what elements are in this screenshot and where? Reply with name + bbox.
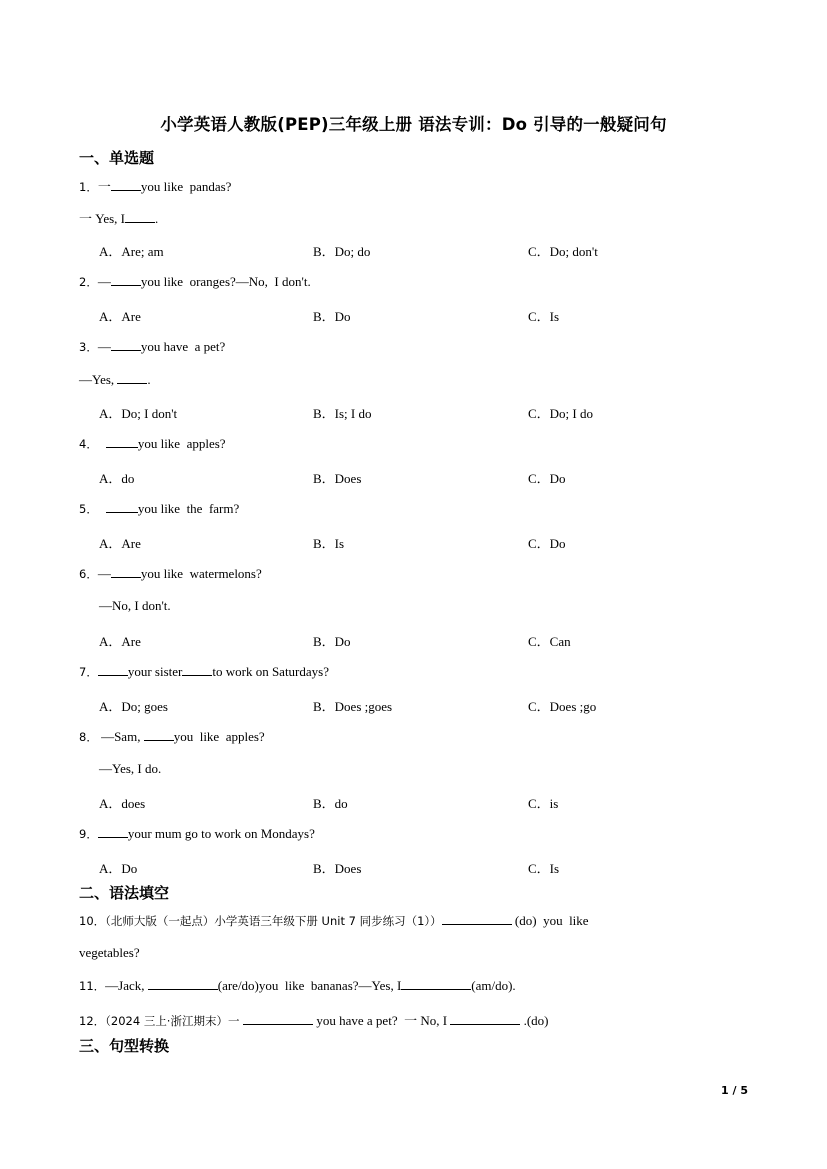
answer-blank[interactable] [111, 565, 141, 578]
question-3-line2: —Yes, . [79, 372, 151, 387]
answer-blank[interactable] [182, 663, 212, 676]
question-7-stem: 7． your sister to work on Saturdays? [79, 664, 329, 679]
q1-option-b[interactable]: B．Do; do [313, 244, 371, 259]
q5-option-c[interactable]: C．Do [528, 536, 566, 551]
q3-option-a[interactable]: A．Do; I don't [99, 406, 178, 421]
question-10-stem: 10．（北师大版（一起点）小学英语三年级下册 Unit 7 同步练习（1）） (do) you like [79, 913, 589, 928]
answer-blank[interactable] [117, 371, 147, 384]
section-heading-sentence-transform: 三、句型转换 [79, 1037, 170, 1055]
q7-option-c[interactable]: C．Does ;go [528, 699, 597, 714]
answer-blank[interactable] [148, 977, 218, 990]
q1-option-a[interactable]: A．Are; am [99, 244, 164, 259]
q3-option-c[interactable]: C．Do; I do [528, 406, 594, 421]
q4-option-b[interactable]: B．Does [313, 471, 362, 486]
question-6-line2: —No, I don't. [99, 598, 171, 613]
answer-blank[interactable] [98, 663, 128, 676]
q7-option-a[interactable]: A．Do; goes [99, 699, 168, 714]
q5-option-b[interactable]: B．Is [313, 536, 345, 551]
q8-option-b[interactable]: B．do [313, 796, 348, 811]
q6-option-a[interactable]: A．Are [99, 634, 141, 649]
question-8-stem: 8． —Sam, you like apples? [79, 729, 265, 744]
question-1-line2: 一 Yes, I . [79, 211, 159, 226]
q7-option-b[interactable]: B．Does ;goes [313, 699, 393, 714]
answer-blank[interactable] [106, 500, 138, 513]
q1-option-c[interactable]: C．Do; don't [528, 244, 598, 259]
q4-option-c[interactable]: C．Do [528, 471, 566, 486]
q2-option-a[interactable]: A．Are [99, 309, 141, 324]
q8-option-c[interactable]: C．is [528, 796, 559, 811]
q9-option-b[interactable]: B．Does [313, 861, 362, 876]
q2-option-c[interactable]: C．Is [528, 309, 560, 324]
answer-blank[interactable] [450, 1012, 520, 1025]
answer-blank[interactable] [111, 178, 141, 191]
question-8-line2: —Yes, I do. [99, 761, 162, 776]
question-3-stem: 3．— you have a pet? [79, 339, 226, 354]
page-number: 1 / 5 [721, 1084, 748, 1097]
answer-blank[interactable] [401, 977, 471, 990]
question-11-stem: 11．—Jack, (are/do)you like bananas?—Yes, I (am/do). [79, 978, 516, 993]
answer-blank[interactable] [98, 825, 128, 838]
question-1-stem: 1．一 you like pandas? [79, 179, 232, 194]
q6-option-c[interactable]: C．Can [528, 634, 571, 649]
q2-option-b[interactable]: B．Do [313, 309, 351, 324]
q3-option-b[interactable]: B．Is; I do [313, 406, 372, 421]
question-10-line2: vegetables? [79, 945, 140, 960]
q5-option-a[interactable]: A．Are [99, 536, 141, 551]
question-4-stem: 4． you like apples? [79, 436, 226, 451]
q9-option-c[interactable]: C．Is [528, 861, 560, 876]
document-title: 小学英语人教版(PEP)三年级上册 语法专训：Do 引导的一般疑问句 [160, 115, 667, 134]
question-6-stem: 6．— you like watermelons? [79, 566, 262, 581]
section-heading-single-choice: 一、单选题 [79, 149, 155, 167]
question-12-stem: 12．（2024 三上·浙江期末）一 you have a pet? 一 No, I .(do) [79, 1013, 549, 1028]
question-5-stem: 5． you like the farm? [79, 501, 240, 516]
q9-option-a[interactable]: A．Do [99, 861, 138, 876]
answer-blank[interactable] [144, 728, 174, 741]
q4-option-a[interactable]: A．do [99, 471, 135, 486]
answer-blank[interactable] [243, 1012, 313, 1025]
answer-blank[interactable] [125, 210, 155, 223]
answer-blank[interactable] [442, 912, 512, 925]
answer-blank[interactable] [111, 273, 141, 286]
answer-blank[interactable] [106, 435, 138, 448]
q6-option-b[interactable]: B．Do [313, 634, 351, 649]
section-heading-grammar-fill: 二、语法填空 [79, 884, 170, 902]
question-9-stem: 9． your mum go to work on Mondays? [79, 826, 315, 841]
answer-blank[interactable] [111, 338, 141, 351]
q8-option-a[interactable]: A．does [99, 796, 146, 811]
question-2-stem: 2．— you like oranges?—No, I don't. [79, 274, 311, 289]
